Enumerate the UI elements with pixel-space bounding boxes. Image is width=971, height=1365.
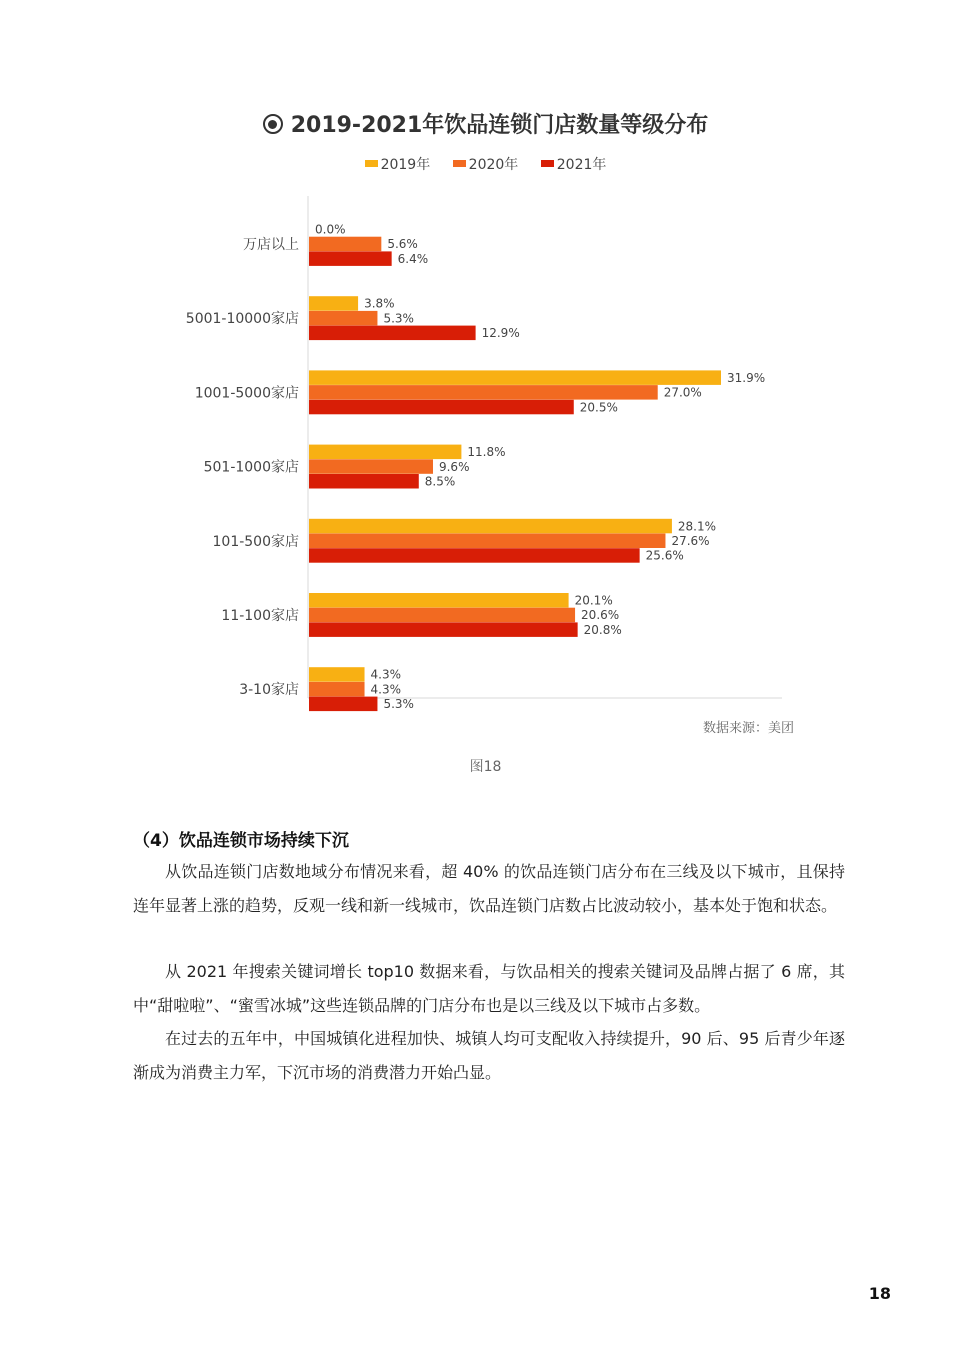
category-tick-label: 1001-5000家店 [194, 385, 299, 402]
data-label: 27.6% [671, 534, 710, 548]
figure-caption: 图18 [469, 759, 502, 775]
bar [309, 326, 476, 341]
paragraph-2: 从 2021 年搜索关键词增长 top10 数据来看，与饮品相关的搜索关键词及品牌占据了 6 席，其中“甜啦啦”、“蜜雪冰城”这些连锁品牌的门店分布也是以三线及以下城市占多数。 [133, 962, 845, 1015]
bar [309, 237, 381, 252]
data-label: 5.6% [387, 237, 418, 252]
bar [309, 385, 658, 400]
bar [309, 534, 665, 549]
category-tick-label: 3-10家店 [239, 682, 299, 699]
bar [309, 622, 578, 637]
bar [309, 251, 392, 266]
bar [309, 608, 575, 623]
bar [309, 445, 461, 460]
legend-label: 2020年 [468, 157, 519, 173]
data-label: 3.8% [364, 296, 395, 311]
page-number: 18 [868, 1284, 891, 1303]
data-label: 8.5% [424, 474, 456, 489]
data-label: 20.8% [583, 622, 622, 637]
bar [309, 311, 377, 326]
data-source: 数据来源：美团 [702, 721, 794, 736]
bar [309, 697, 377, 712]
data-label: 4.3% [370, 667, 402, 682]
paragraph-1: 从饮品连锁门店数地域分布情况来看，超 40% 的饮品连锁门店分布在三线及以下城市，且保持连年显著上涨的趋势，反观一线和新一线城市，饮品连锁门店数占比波动较小，基本处于饱和状态。 [133, 862, 845, 915]
bar [309, 400, 574, 415]
legend-label: 2019年 [380, 157, 431, 173]
section-heading: （4）饮品连锁市场持续下沉 [133, 831, 349, 851]
bar [309, 459, 433, 474]
data-label: 12.9% [481, 326, 520, 341]
data-label: 11.8% [467, 445, 506, 460]
bar [309, 296, 358, 311]
category-tick-label: 5001-10000家店 [185, 311, 299, 328]
data-label: 9.6% [438, 459, 470, 474]
data-label: 4.3% [370, 682, 402, 697]
data-label: 5.3% [383, 311, 414, 326]
data-label: 20.5% [579, 400, 618, 415]
bar [309, 593, 569, 608]
category-tick-label: 万店以上 [243, 236, 299, 253]
paragraph-3: 在过去的五年中，中国城镇化进程加快、城镇人均可支配收入持续提升，90 后、95 后青少年逐渐成为消费主力军，下沉市场的消费潜力开始凸显。 [133, 1029, 845, 1082]
category-tick-label: 11-100家店 [221, 607, 299, 624]
category-tick-label: 101-500家店 [212, 533, 299, 550]
data-label: 27.0% [663, 385, 702, 400]
data-label: 0.0% [315, 222, 346, 237]
data-label: 28.1% [677, 519, 717, 534]
data-label: 20.6% [581, 608, 620, 623]
bar [309, 370, 721, 385]
data-label: 31.9% [727, 370, 766, 385]
chart-title-text: 2019-2021年饮品连锁门店数量等级分布 [290, 113, 709, 138]
bar [309, 548, 640, 563]
legend-label: 2021年 [556, 157, 607, 173]
bar [309, 682, 365, 697]
data-label: 6.4% [397, 251, 429, 266]
category-tick-label: 501-1000家店 [203, 459, 299, 476]
data-label: 25.6% [645, 548, 684, 563]
bar [309, 474, 419, 489]
bar [309, 519, 672, 534]
bar [309, 667, 365, 682]
data-label: 5.3% [383, 697, 414, 712]
data-label: 20.1% [574, 593, 613, 608]
